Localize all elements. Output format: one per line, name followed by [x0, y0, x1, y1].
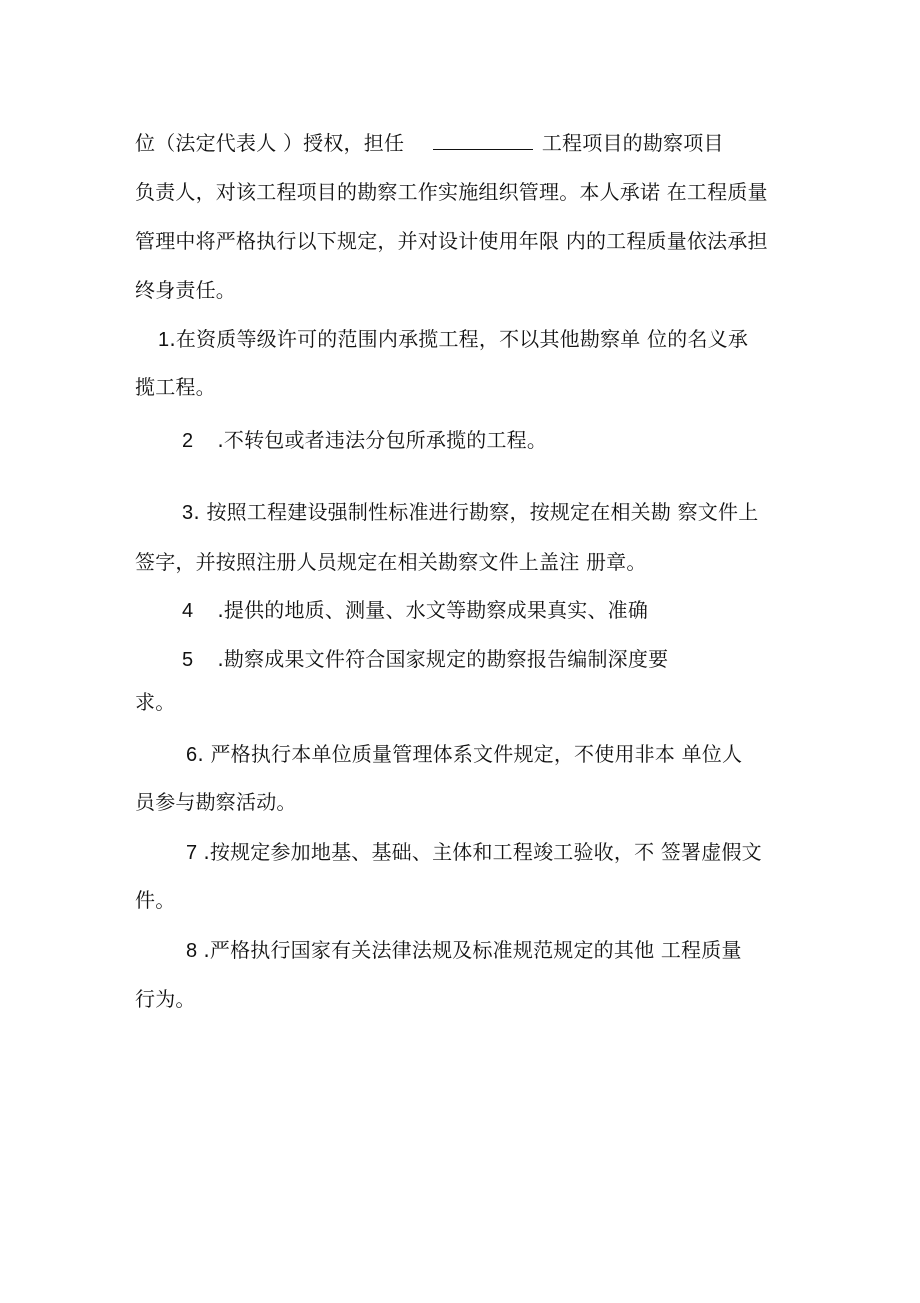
- item-text: .不转包或者违法分包所承揽的工程。: [217, 428, 548, 452]
- item-3: [182, 498, 758, 527]
- item-text: .按规定参加地基、基础、主体和工程竣工验收，不 签署虚假文: [203, 840, 762, 864]
- item-number: 4: [182, 600, 194, 622]
- item-number: 6: [186, 744, 198, 766]
- item-number: 8: [186, 940, 198, 962]
- item-number: 3: [182, 502, 194, 524]
- item-text: .严格执行国家有关法律法规及标准规范规定的其他 工程质量: [203, 938, 742, 962]
- item-number: 2: [182, 430, 194, 452]
- item-7-cont: 件。: [135, 888, 176, 912]
- item-3-cont: 签字，并按照注册人员规定在相关勘察文件上盖注 册章。: [135, 550, 647, 574]
- item-5-cont: 求。: [135, 690, 176, 714]
- project-name-blank: [433, 131, 533, 150]
- intro-line-3: 管理中将严格执行以下规定，并对设计使用年限 内的工程质量依法承担: [135, 229, 768, 253]
- item-text: . 严格执行本单位质量管理体系文件规定，不使用非本 单位人: [197, 742, 743, 766]
- item-1-cont: 揽工程。: [135, 375, 216, 399]
- intro-line-2: 负责人，对该工程项目的勘察工作实施组织管理。本人承诺 在工程质量: [135, 180, 768, 204]
- item-8: [186, 936, 742, 965]
- item-4: [182, 596, 648, 625]
- item-number: 7: [186, 842, 198, 864]
- item-7: [186, 838, 762, 867]
- item-number: 1: [158, 329, 170, 351]
- intro-line-1-start: 位（法定代表人 ）授权，担任: [135, 131, 405, 155]
- item-5: [182, 645, 668, 674]
- item-8-cont: 行为。: [135, 987, 196, 1011]
- item-text: .勘察成果文件符合国家规定的勘察报告编制深度要: [217, 647, 669, 671]
- item-1: [158, 325, 748, 354]
- intro-line-4: 终身责任。: [135, 278, 236, 302]
- item-6: [186, 740, 742, 769]
- item-text: .提供的地质、测量、水文等勘察成果真实、准确: [217, 598, 649, 622]
- item-text: . 按照工程建设强制性标准进行勘察，按规定在相关勘 察文件上: [193, 500, 759, 524]
- item-2: [182, 426, 547, 455]
- item-number: 5: [182, 649, 194, 671]
- item-text: .在资质等级许可的范围内承揽工程，不以其他勘察单 位的名义承: [169, 327, 749, 351]
- intro-line-1-end: 工程项目的勘察项目: [541, 131, 724, 155]
- intro-line-1: [135, 129, 724, 157]
- item-6-cont: 员参与勘察活动。: [135, 790, 297, 814]
